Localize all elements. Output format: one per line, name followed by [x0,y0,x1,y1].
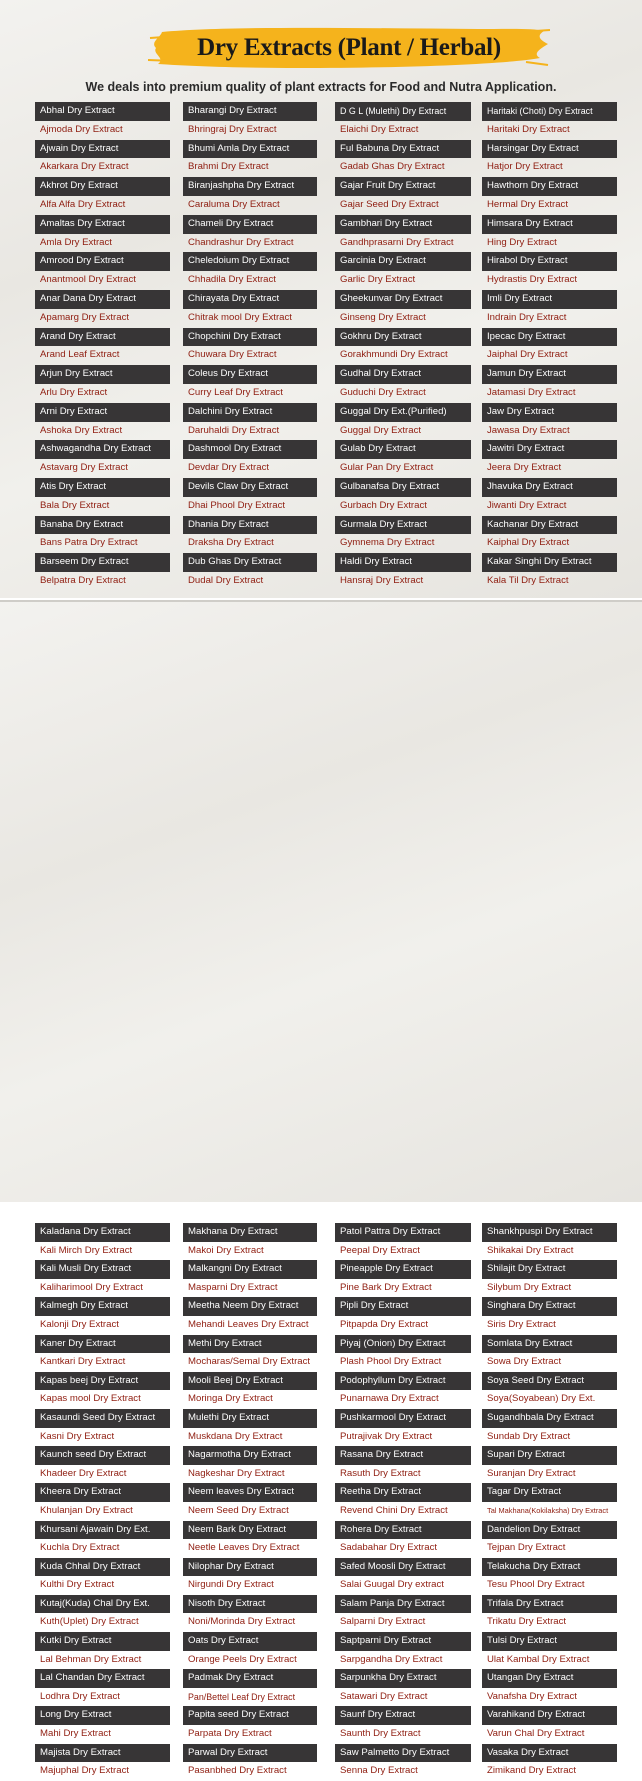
title-banner [148,24,550,72]
extract-item: Khursani Ajawain Dry Ext. [35,1521,170,1540]
extract-item: Gajar Fruit Dry Extract [335,177,471,196]
extract-item: Reetha Dry Extract [335,1483,471,1502]
extract-item: Brahmi Dry Extract [188,161,269,173]
extract-item: Chopchini Dry Extract [183,328,317,347]
extract-item: Curry Leaf Dry Extract [188,386,283,398]
extract-item: Akarkara Dry Extract [40,161,129,173]
extract-item: Gokhru Dry Extract [335,328,471,347]
extract-item: Nagkeshar Dry Extract [188,1467,285,1479]
extract-item: Arlu Dry Extract [40,386,108,398]
extract-item: Harsingar Dry Extract [482,140,617,159]
extract-item: Kachanar Dry Extract [482,516,617,535]
extract-item: Ajwain Dry Extract [35,140,170,159]
bottom-panel [0,600,642,1777]
extract-item: Banaba Dry Extract [35,516,170,535]
extract-item: Kuchla Dry Extract [40,1542,120,1554]
extract-column [335,1223,471,1781]
extract-item: Chirayata Dry Extract [183,290,317,309]
extract-item: Punarnawa Dry Extract [340,1393,439,1405]
extract-item: Gajar Seed Dry Extract [340,198,439,210]
extract-item: Mooli Beej Dry Extract [183,1372,317,1391]
extract-item: Gulab Dry Extract [335,440,471,459]
extract-item: Vasaka Dry Extract [482,1744,617,1763]
extract-item: Muskdana Dry Extract [188,1430,283,1442]
extract-item: Dudal Dry Extract [188,574,264,586]
extract-item: Telakucha Dry Extract [482,1558,617,1577]
extract-item: Shankhpuspi Dry Extract [482,1223,617,1242]
extract-item: Cheledoium Dry Extract [183,252,317,271]
extract-item: Guggal Dry Ext.(Purified) [335,403,471,422]
extract-item: Vanafsha Dry Extract [487,1690,577,1702]
extract-item: Dhania Dry Extract [183,516,317,535]
extract-item: Dashmool Dry Extract [183,440,317,459]
extract-item: Pine Bark Dry Extract [340,1281,432,1293]
extract-item: Nisoth Dry Extract [183,1595,317,1614]
extract-item: Safed Moosli Dry Extract [335,1558,471,1577]
extract-item: Salparni Dry Extract [340,1616,426,1628]
extract-item: Bhringraj Dry Extract [188,123,277,135]
extract-item: Ginseng Dry Extract [340,311,426,323]
extract-item: Devdar Dry Extract [188,462,270,474]
extract-item: Jawasa Dry Extract [487,424,570,436]
extract-item: Siris Dry Extract [487,1318,556,1330]
extract-item: Mehandi Leaves Dry Extract [188,1318,309,1330]
extract-item: Gorakhmundi Dry Extract [340,349,448,361]
extract-item: Caraluma Dry Extract [188,198,280,210]
extract-item: Pineapple Dry Extract [335,1260,471,1279]
extract-item: Amrood Dry Extract [35,252,170,271]
extract-item: Gurbach Dry Extract [340,499,427,511]
extract-item: Jamun Dry Extract [482,365,617,384]
extract-item: Kaliharimool Dry Extract [40,1281,143,1293]
extract-item: Arjun Dry Extract [35,365,170,384]
extract-item: Abhal Dry Extract [35,102,170,121]
extract-item: Saw Palmetto Dry Extract [335,1744,471,1763]
extract-item: Gymnema Dry Extract [340,537,435,549]
extract-item: Dandelion Dry Extract [482,1521,617,1540]
extract-item: Belpatra Dry Extract [40,574,126,586]
extract-item: Chandrashur Dry Extract [188,236,294,248]
extract-item: Kapas mool Dry Extract [40,1393,141,1405]
extract-item: Kala Til Dry Extract [487,574,569,586]
extract-item: Hawthorn Dry Extract [482,177,617,196]
extract-item: Gadab Ghas Dry Extract [340,161,445,173]
extract-item: Gular Pan Dry Extract [340,462,434,474]
extract-item: Ashwagandha Dry Extract [35,440,170,459]
extract-item: Anantmool Dry Extract [40,274,136,286]
extract-item: Senna Dry Extract [340,1765,418,1777]
extract-item: Kalonji Dry Extract [40,1318,119,1330]
extract-item: Jawitri Dry Extract [482,440,617,459]
extract-item: Gudhal Dry Extract [335,365,471,384]
extract-item: Neem leaves Dry Extract [183,1483,317,1502]
extract-item: Gandhprasarni Dry Extract [340,236,454,248]
extract-item: Methi Dry Extract [183,1335,317,1354]
extract-item: Draksha Dry Extract [188,537,274,549]
extract-item: Malkangni Dry Extract [183,1260,317,1279]
extract-item: Salam Panja Dry Extract [335,1595,471,1614]
extract-item: Supari Dry Extract [482,1446,617,1465]
extract-item: Guggal Dry Extract [340,424,422,436]
extract-item: Sundab Dry Extract [487,1430,571,1442]
extract-item: Mulethi Dry Extract [183,1409,317,1428]
extract-item: Dub Ghas Dry Extract [183,553,317,572]
extract-item: Saunth Dry Extract [340,1728,421,1740]
extract-item: Revend Chini Dry Extract [340,1504,448,1516]
extract-item: Gurmala Dry Extract [335,516,471,535]
extract-item: Kuda Chhal Dry Extract [35,1558,170,1577]
extract-item: Dalchini Dry Extract [183,403,317,422]
extract-item: Jaw Dry Extract [482,403,617,422]
extract-item: Chameli Dry Extract [183,215,317,234]
extract-item: Biranjashpha Dry Extract [183,177,317,196]
extract-item: Papita seed Dry Extract [183,1706,317,1725]
extract-item: Arni Dry Extract [35,403,170,422]
extract-column [482,1223,617,1781]
extract-item: Nirgundi Dry Extract [188,1579,274,1591]
extract-item: Hatjor Dry Extract [487,161,563,173]
extract-item: Putrajivak Dry Extract [340,1430,433,1442]
extract-item: Zimikand Dry Extract [487,1765,577,1777]
subtitle: We deals into premium quality of plant extracts for Food and Nutra Application. [85,80,557,94]
extract-item: Gulbanafsa Dry Extract [335,478,471,497]
extract-item: Kaiphal Dry Extract [487,537,570,549]
extract-item: Podophyllum Dry Extract [335,1372,471,1391]
extract-item: Tagar Dry Extract [482,1483,617,1502]
extract-item: Hansraj Dry Extract [340,574,424,586]
extract-item: D G L (Mulethi) Dry Extract [335,102,471,121]
extract-item: Astavarg Dry Extract [40,462,128,474]
extract-item: Long Dry Extract [35,1706,170,1725]
extract-item: Silybum Dry Extract [487,1281,572,1293]
extract-item: Kaner Dry Extract [35,1335,170,1354]
extract-column [482,102,617,591]
extract-item: Padmak Dry Extract [183,1669,317,1688]
extract-item: Neem Bark Dry Extract [183,1521,317,1540]
extract-column [183,102,317,591]
extract-item: Plash Phool Dry Extract [340,1356,442,1368]
extract-item: Pan/Bettel Leaf Dry Extract [188,1691,296,1702]
extract-item: Kalmegh Dry Extract [35,1297,170,1316]
extract-item: Garlic Dry Extract [340,274,416,286]
extract-column [35,102,170,591]
extract-item: Ulat Kambal Dry Extract [487,1653,590,1665]
extract-item: Sarpunkha Dry Extract [335,1669,471,1688]
extract-item: Imli Dry Extract [482,290,617,309]
extract-item: Rohera Dry Extract [335,1521,471,1540]
extract-item: Somlata Dry Extract [482,1335,617,1354]
extract-item: Makhana Dry Extract [183,1223,317,1242]
extract-item: Daruhaldi Dry Extract [188,424,280,436]
extract-item: Kheera Dry Extract [35,1483,170,1502]
extract-item: Kutaj(Kuda) Chal Dry Ext. [35,1595,170,1614]
extract-item: Khadeer Dry Extract [40,1467,127,1479]
extract-item: Pipli Dry Extract [335,1297,471,1316]
extract-item: Devils Claw Dry Extract [183,478,317,497]
extract-item: Neetle Leaves Dry Extract [188,1542,300,1554]
extract-item: Sugandhbala Dry Extract [482,1409,617,1428]
extract-item: Oats Dry Extract [183,1632,317,1651]
extract-grid-top [0,102,642,591]
extract-column [35,1223,170,1781]
extract-item: Chitrak mool Dry Extract [188,311,292,323]
extract-item: Jeera Dry Extract [487,462,562,474]
extract-item: Himsara Dry Extract [482,215,617,234]
extract-item: Shilajit Dry Extract [482,1260,617,1279]
extract-item: Neem Seed Dry Extract [188,1504,289,1516]
extract-item: Piyaj (Onion) Dry Extract [335,1335,471,1354]
extract-item: Gheekunvar Dry Extract [335,290,471,309]
extract-item: Saunf Dry Extract [335,1706,471,1725]
extract-item: Mahi Dry Extract [40,1728,111,1740]
extract-item: Kapas beej Dry Extract [35,1372,170,1391]
extract-item: Trifala Dry Extract [482,1595,617,1614]
extract-item: Khulanjan Dry Extract [40,1504,133,1516]
extract-item: Jiwanti Dry Extract [487,499,567,511]
extract-grid-bottom [0,1223,642,1781]
extract-item: Varahikand Dry Extract [482,1706,617,1725]
extract-column [335,102,471,591]
extract-item: Peepal Dry Extract [340,1244,420,1256]
extract-item: Varun Chal Dry Extract [487,1728,585,1740]
extract-item: Pasanbhed Dry Extract [188,1765,287,1777]
extract-item: Saptparni Dry Extract [335,1632,471,1651]
extract-item: Dhai Phool Dry Extract [188,499,286,511]
extract-item: Ashoka Dry Extract [40,424,123,436]
extract-item: Makoi Dry Extract [188,1244,264,1256]
extract-item: Apamarg Dry Extract [40,311,130,323]
extract-item: Kantkari Dry Extract [40,1356,126,1368]
extract-item: Jaiphal Dry Extract [487,349,568,361]
extract-item: Alfa Alfa Dry Extract [40,198,126,210]
extract-item: Bharangi Dry Extract [183,102,317,121]
extract-item: Majista Dry Extract [35,1744,170,1763]
extract-item: Jatamasi Dry Extract [487,386,576,398]
extract-item: Haldi Dry Extract [335,553,471,572]
extract-item: Noni/Morinda Dry Extract [188,1616,296,1628]
extract-item: Elaichi Dry Extract [340,123,419,135]
extract-item: Parwal Dry Extract [183,1744,317,1763]
extract-item: Tesu Phool Dry Extract [487,1579,585,1591]
extract-item: Lodhra Dry Extract [40,1690,120,1702]
extract-item: Hermal Dry Extract [487,198,569,210]
extract-item: Kali Musli Dry Extract [35,1260,170,1279]
extract-item: Atis Dry Extract [35,478,170,497]
extract-item: Kasaundi Seed Dry Extract [35,1409,170,1428]
extract-item: Sowa Dry Extract [487,1356,562,1368]
extract-item: Indrain Dry Extract [487,311,567,323]
extract-item: Haritaki Dry Extract [487,123,570,135]
extract-item: Tulsi Dry Extract [482,1632,617,1651]
extract-column [183,1223,317,1781]
extract-item: Mocharas/Semal Dry Extract [188,1356,311,1368]
extract-item: Chhadila Dry Extract [188,274,276,286]
extract-item: Kasni Dry Extract [40,1430,115,1442]
extract-item: Kaladana Dry Extract [35,1223,170,1242]
extract-item: Hydrastis Dry Extract [487,274,578,286]
extract-item: Kali Mirch Dry Extract [40,1244,133,1256]
extract-item: Lal Chandan Dry Extract [35,1669,170,1688]
extract-item: Sarpgandha Dry Extract [340,1653,443,1665]
extract-item: Moringa Dry Extract [188,1393,273,1405]
extract-item: Singhara Dry Extract [482,1297,617,1316]
extract-item: Garcinia Dry Extract [335,252,471,271]
extract-item: Salai Guugal Dry extract [340,1579,444,1591]
extract-item: Rasuth Dry Extract [340,1467,421,1479]
extract-item: Arand Dry Extract [35,328,170,347]
extract-item: Tejpan Dry Extract [487,1542,566,1554]
extract-item: Orange Peels Dry Extract [188,1653,297,1665]
extract-item: Gambhari Dry Extract [335,215,471,234]
extract-item: Suranjan Dry Extract [487,1467,576,1479]
extract-item: Ful Babuna Dry Extract [335,140,471,159]
extract-item: Arand Leaf Extract [40,349,120,361]
extract-item: Kulthi Dry Extract [40,1579,115,1591]
extract-item: Tal Makhana(Kokilaksha) Dry Extract [487,1505,609,1515]
extract-item: Nilophar Dry Extract [183,1558,317,1577]
extract-item: Bhumi Amla Dry Extract [183,140,317,159]
extract-item: Meetha Neem Dry Extract [183,1297,317,1316]
extract-item: Soya Seed Dry Extract [482,1372,617,1391]
extract-item: Soya(Soyabean) Dry Ext. [487,1393,596,1405]
extract-item: Bala Dry Extract [40,499,110,511]
extract-item: Kuth(Uplet) Dry Extract [40,1616,139,1628]
extract-item: Pitpapda Dry Extract [340,1318,428,1330]
extract-item: Anar Dana Dry Extract [35,290,170,309]
extract-item: Guduchi Dry Extract [340,386,426,398]
extract-item: Satawari Dry Extract [340,1690,428,1702]
extract-item: Kutki Dry Extract [35,1632,170,1651]
extract-item: Sadabahar Dry Extract [340,1542,438,1554]
extract-item: Parpata Dry Extract [188,1728,272,1740]
extract-item: Ipecac Dry Extract [482,328,617,347]
extract-item: Masparni Dry Extract [188,1281,278,1293]
extract-item: Trikatu Dry Extract [487,1616,567,1628]
extract-item: Jhavuka Dry Extract [482,478,617,497]
extract-item: Nagarmotha Dry Extract [183,1446,317,1465]
extract-item: Hirabol Dry Extract [482,252,617,271]
extract-item: Hing Dry Extract [487,236,557,248]
extract-item: Bans Patra Dry Extract [40,537,138,549]
extract-item: Amla Dry Extract [40,236,112,248]
extract-item: Pushkarmool Dry Extract [335,1409,471,1428]
extract-item: Barseem Dry Extract [35,553,170,572]
extract-item: Majuphal Dry Extract [40,1765,130,1777]
extract-item: Kakar Singhi Dry Extract [482,553,617,572]
extract-item: Coleus Dry Extract [183,365,317,384]
extract-item: Rasana Dry Extract [335,1446,471,1465]
extract-item: Amaltas Dry Extract [35,215,170,234]
extract-item: Kaunch seed Dry Extract [35,1446,170,1465]
extract-item: Chuwara Dry Extract [188,349,277,361]
page-title: Dry Extracts (Plant / Herbal) [197,34,501,61]
extract-item: Ajmoda Dry Extract [40,123,123,135]
extract-item: Akhrot Dry Extract [35,177,170,196]
extract-item: Haritaki (Choti) Dry Extract [482,102,617,121]
extract-item: Utangan Dry Extract [482,1669,617,1688]
extract-item: Lal Behman Dry Extract [40,1653,142,1665]
top-panel [0,0,642,598]
extract-item: Shikakai Dry Extract [487,1244,574,1256]
extract-item: Patol Pattra Dry Extract [335,1223,471,1242]
